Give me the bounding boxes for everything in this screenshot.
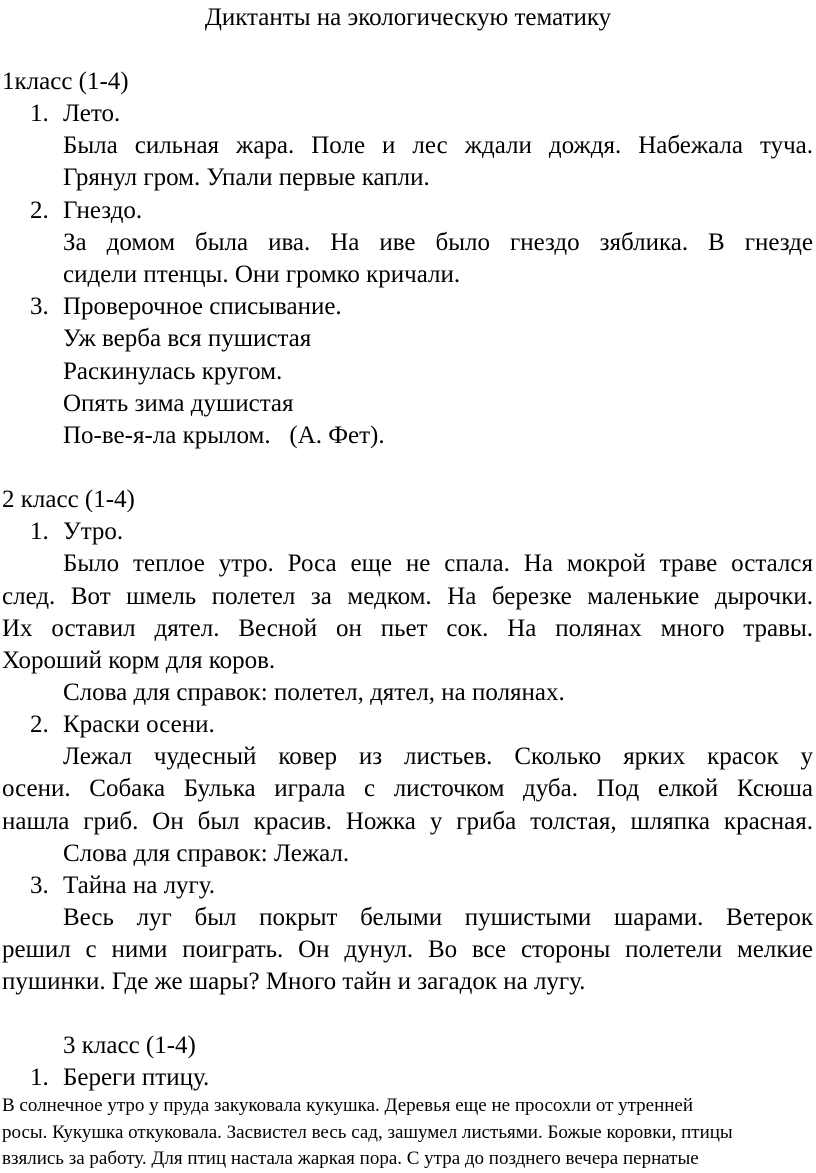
grade1-item2-title: Гнездо. [63, 197, 143, 224]
grade3-item1-text [2, 1093, 808, 1173]
grade2-item1-reference-words: Слова для справок: полетел, дятел, на полянах. [63, 679, 565, 706]
grade3-item1-text-line: В солнечное утро у пруда закуковала кукушка. Деревья еще не просохли от утренней [2, 1095, 694, 1116]
grade1-item1-title: Лето. [63, 100, 121, 127]
grade2-item1-title: Утро. [63, 518, 124, 545]
document-title: Диктанты на экологическую тематику [204, 4, 612, 31]
grade3-heading: 3 класс (1-4) [63, 1032, 196, 1059]
grade1-item2-num: 2. [30, 197, 49, 224]
grade1-item1-text-line: Грянул гром. Упали первые капли. [63, 164, 430, 191]
grade1-heading: 1класс (1-4) [2, 68, 129, 95]
grade3-item1-num: 1. [30, 1064, 49, 1091]
grade2-heading: 2 класс (1-4) [2, 486, 135, 513]
grade2-item1-text-line: след. Вот шмель полетел за медком. На березке маленькие дырочки. [2, 583, 813, 610]
grade2-item3-text-line: Весь луг был покрыт белыми пушистыми шарами. Ветерок [63, 904, 813, 931]
grade2-item2-title: Краски осени. [63, 711, 215, 738]
grade2-item2-text-line: нашла гриб. Он был красив. Ножка у гриба толстая, шляпка красная. [2, 808, 813, 835]
grade3-item1-title: Береги птицу. [63, 1064, 210, 1091]
grade2-item2-reference-words: Слова для справок: Лежал. [63, 840, 350, 867]
grade1-item2-text-line: За домом была ива. На иве было гнездо зяблика. В гнезде [63, 229, 813, 256]
grade1-item3-title: Проверочное списывание. [63, 293, 342, 320]
poem-line: По-ве-я-ла крылом. (А. Фет). [63, 422, 385, 449]
grade3-item1-text-line: взялись за работу. Для птиц настала жаркая пора. С утра до позднего вечера пернатые [2, 1148, 699, 1169]
grade2-item3-text-line: решил с ними поиграть. Он дунул. Во все стороны полетели мелкие [2, 936, 813, 963]
grade3-item1-text-line: росы. Кукушка откуковала. Засвистел весь сад, зашумел листьями. Божые коровки, птицы [2, 1121, 733, 1143]
poem-line: Уж верба вся пушистая [63, 325, 312, 352]
grade1-item3-num: 3. [30, 293, 49, 320]
poem-line: Раскинулась кругом. [63, 358, 283, 385]
grade2-item3-title: Тайна на лугу. [63, 872, 216, 899]
grade2-item2-text-line: Лежал чудесный ковер из листьев. Сколько ярких красок у [63, 743, 813, 770]
grade2-item2-text-line: осени. Собака Булька играла с листочком дуба. Под елкой Ксюша [2, 775, 813, 802]
grade2-item3-num: 3. [30, 872, 49, 899]
grade2-item1-num: 1. [30, 518, 49, 545]
grade1-item1-text-line: Была сильная жара. Поле и лес ждали дождя. Набежала туча. [63, 132, 813, 159]
grade2-item2-num: 2. [30, 711, 49, 738]
poem-line: Опять зима душистая [63, 390, 294, 417]
grade2-item1-text-line: Хороший корм для коров. [2, 647, 276, 674]
grade2-item1-text-line: Было теплое утро. Роса еще не спала. На мокрой траве остался [63, 550, 813, 577]
grade1-item2-text-line: сидели птенцы. Они громко кричали. [63, 261, 461, 288]
grade1-item1-num: 1. [30, 100, 49, 127]
grade2-item3-text-line: пушинки. Где же шары? Много тайн и загадок на лугу. [2, 968, 586, 995]
grade2-item1-text-line: Их оставил дятел. Весной он пьет сок. На полянах много травы. [2, 615, 813, 642]
